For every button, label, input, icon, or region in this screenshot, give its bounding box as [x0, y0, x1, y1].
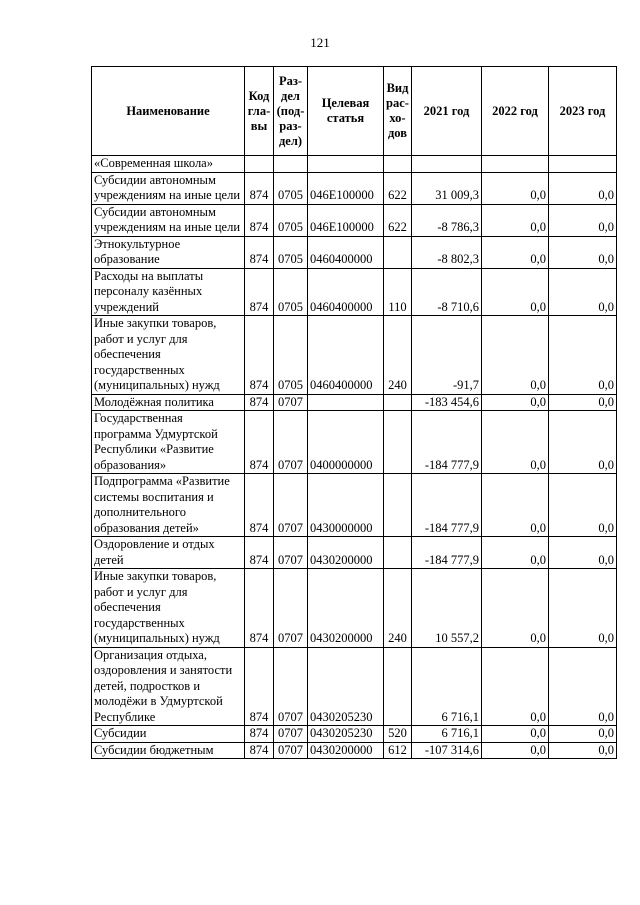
cell-razdel: 0705	[274, 172, 308, 204]
table-row	[92, 742, 617, 759]
cell-statya: 0400000000	[308, 411, 384, 474]
cell-glava: 874	[245, 474, 274, 537]
cell-name: Субсидии	[92, 726, 245, 743]
table-row	[92, 172, 617, 204]
cell-statya: 0430205230	[308, 647, 384, 726]
cell-y2021: -8 786,3	[412, 204, 482, 236]
table-row	[92, 726, 617, 743]
table-row	[92, 647, 617, 726]
cell-name: Подпрограмма «Развитие системы воспитания и дополнительного образования детей»	[92, 474, 245, 537]
cell-y2023: 0,0	[549, 316, 617, 395]
cell-y2022: 0,0	[482, 474, 549, 537]
cell-statya	[308, 394, 384, 411]
cell-y2021: 10 557,2	[412, 569, 482, 648]
cell-statya: 0430200000	[308, 569, 384, 648]
cell-glava: 874	[245, 172, 274, 204]
cell-y2022: 0,0	[482, 204, 549, 236]
cell-vid	[384, 474, 412, 537]
cell-glava: 874	[245, 647, 274, 726]
cell-y2023: 0,0	[549, 474, 617, 537]
cell-name: Государственная программа Удмуртской Республики «Развитие образования»	[92, 411, 245, 474]
header-2021: 2021 год	[412, 67, 482, 156]
cell-statya: 0460400000	[308, 268, 384, 316]
cell-y2021: 6 716,1	[412, 647, 482, 726]
cell-glava: 874	[245, 316, 274, 395]
cell-y2022: 0,0	[482, 172, 549, 204]
cell-vid: 622	[384, 172, 412, 204]
cell-y2021	[412, 156, 482, 173]
header-name: Наименование	[92, 67, 245, 156]
cell-vid	[384, 394, 412, 411]
cell-y2022: 0,0	[482, 268, 549, 316]
cell-y2021: 31 009,3	[412, 172, 482, 204]
cell-statya: 0460400000	[308, 316, 384, 395]
cell-y2023: 0,0	[549, 204, 617, 236]
cell-glava: 874	[245, 742, 274, 759]
table-row	[92, 537, 617, 569]
cell-y2022: 0,0	[482, 394, 549, 411]
table-row	[92, 204, 617, 236]
cell-razdel: 0705	[274, 236, 308, 268]
table-row	[92, 394, 617, 411]
cell-y2021: 6 716,1	[412, 726, 482, 743]
cell-razdel: 0707	[274, 726, 308, 743]
cell-y2021: -8 802,3	[412, 236, 482, 268]
table-body	[92, 156, 617, 759]
cell-statya: 0430200000	[308, 742, 384, 759]
cell-name: Иные закупки товаров, работ и услуг для обеспечения государственных (муниципальных) нужд	[92, 569, 245, 648]
cell-y2023: 0,0	[549, 236, 617, 268]
cell-vid	[384, 647, 412, 726]
header-glava: Код гла- вы	[245, 67, 274, 156]
cell-y2021: -183 454,6	[412, 394, 482, 411]
cell-razdel: 0707	[274, 647, 308, 726]
cell-y2023: 0,0	[549, 394, 617, 411]
cell-y2022: 0,0	[482, 537, 549, 569]
cell-y2022	[482, 156, 549, 173]
cell-name: Этнокультурное образование	[92, 236, 245, 268]
cell-y2022: 0,0	[482, 726, 549, 743]
cell-statya: 0430000000	[308, 474, 384, 537]
cell-statya: 046E100000	[308, 172, 384, 204]
cell-statya	[308, 156, 384, 173]
cell-y2021: -91,7	[412, 316, 482, 395]
cell-name: Иные закупки товаров, работ и услуг для обеспечения государственных (муниципальных) нужд	[92, 316, 245, 395]
table-row	[92, 474, 617, 537]
cell-y2022: 0,0	[482, 742, 549, 759]
cell-y2021: -184 777,9	[412, 411, 482, 474]
cell-vid: 622	[384, 204, 412, 236]
cell-vid: 240	[384, 316, 412, 395]
cell-y2022: 0,0	[482, 647, 549, 726]
cell-statya: 046E100000	[308, 204, 384, 236]
cell-y2021: -8 710,6	[412, 268, 482, 316]
cell-razdel: 0707	[274, 742, 308, 759]
cell-razdel: 0707	[274, 394, 308, 411]
cell-y2023	[549, 156, 617, 173]
cell-name: Оздоровление и отдых детей	[92, 537, 245, 569]
cell-name: Организация отдыха, оздоровления и занятости детей, подростков и молодёжи в Удмуртской Республике	[92, 647, 245, 726]
cell-y2022: 0,0	[482, 411, 549, 474]
table-row	[92, 569, 617, 648]
header-2022: 2022 год	[482, 67, 549, 156]
cell-y2022: 0,0	[482, 236, 549, 268]
cell-razdel: 0705	[274, 268, 308, 316]
cell-glava: 874	[245, 537, 274, 569]
cell-vid	[384, 537, 412, 569]
header-statya: Целевая статья	[308, 67, 384, 156]
cell-y2022: 0,0	[482, 316, 549, 395]
cell-razdel: 0707	[274, 474, 308, 537]
header-row	[92, 67, 617, 156]
cell-y2021: -107 314,6	[412, 742, 482, 759]
cell-name: Субсидии автономным учреждениям на иные цели	[92, 172, 245, 204]
cell-glava: 874	[245, 411, 274, 474]
cell-statya: 0430200000	[308, 537, 384, 569]
cell-y2021: -184 777,9	[412, 474, 482, 537]
cell-vid	[384, 411, 412, 474]
cell-razdel: 0705	[274, 316, 308, 395]
cell-glava: 874	[245, 268, 274, 316]
table-row	[92, 156, 617, 173]
cell-glava: 874	[245, 204, 274, 236]
cell-razdel: 0707	[274, 411, 308, 474]
cell-y2023: 0,0	[549, 268, 617, 316]
cell-razdel: 0707	[274, 569, 308, 648]
cell-razdel: 0707	[274, 537, 308, 569]
cell-vid: 240	[384, 569, 412, 648]
cell-y2023: 0,0	[549, 647, 617, 726]
cell-y2023: 0,0	[549, 411, 617, 474]
budget-table	[91, 66, 617, 759]
cell-y2023: 0,0	[549, 172, 617, 204]
cell-name: Расходы на выплаты персоналу казённых учреждений	[92, 268, 245, 316]
cell-name: Субсидии бюджетным	[92, 742, 245, 759]
cell-glava: 874	[245, 394, 274, 411]
cell-y2023: 0,0	[549, 537, 617, 569]
cell-name: Молодёжная политика	[92, 394, 245, 411]
cell-vid: 520	[384, 726, 412, 743]
cell-y2023: 0,0	[549, 742, 617, 759]
cell-vid	[384, 236, 412, 268]
cell-y2022: 0,0	[482, 569, 549, 648]
cell-glava: 874	[245, 569, 274, 648]
table-row	[92, 316, 617, 395]
cell-name: «Современная школа»	[92, 156, 245, 173]
header-vid: Вид рас- хо- дов	[384, 67, 412, 156]
cell-name: Субсидии автономным учреждениям на иные цели	[92, 204, 245, 236]
cell-statya: 0430205230	[308, 726, 384, 743]
cell-vid: 110	[384, 268, 412, 316]
header-razdel: Раз- дел (под- раз- дел)	[274, 67, 308, 156]
cell-statya: 0460400000	[308, 236, 384, 268]
table-row	[92, 411, 617, 474]
cell-vid: 612	[384, 742, 412, 759]
cell-razdel: 0705	[274, 204, 308, 236]
table-row	[92, 268, 617, 316]
header-2023: 2023 год	[549, 67, 617, 156]
cell-vid	[384, 156, 412, 173]
cell-y2023: 0,0	[549, 569, 617, 648]
cell-y2021: -184 777,9	[412, 537, 482, 569]
table-row	[92, 236, 617, 268]
cell-y2023: 0,0	[549, 726, 617, 743]
page-number: 121	[310, 35, 330, 50]
cell-glava	[245, 156, 274, 173]
cell-glava: 874	[245, 726, 274, 743]
cell-glava: 874	[245, 236, 274, 268]
cell-razdel	[274, 156, 308, 173]
